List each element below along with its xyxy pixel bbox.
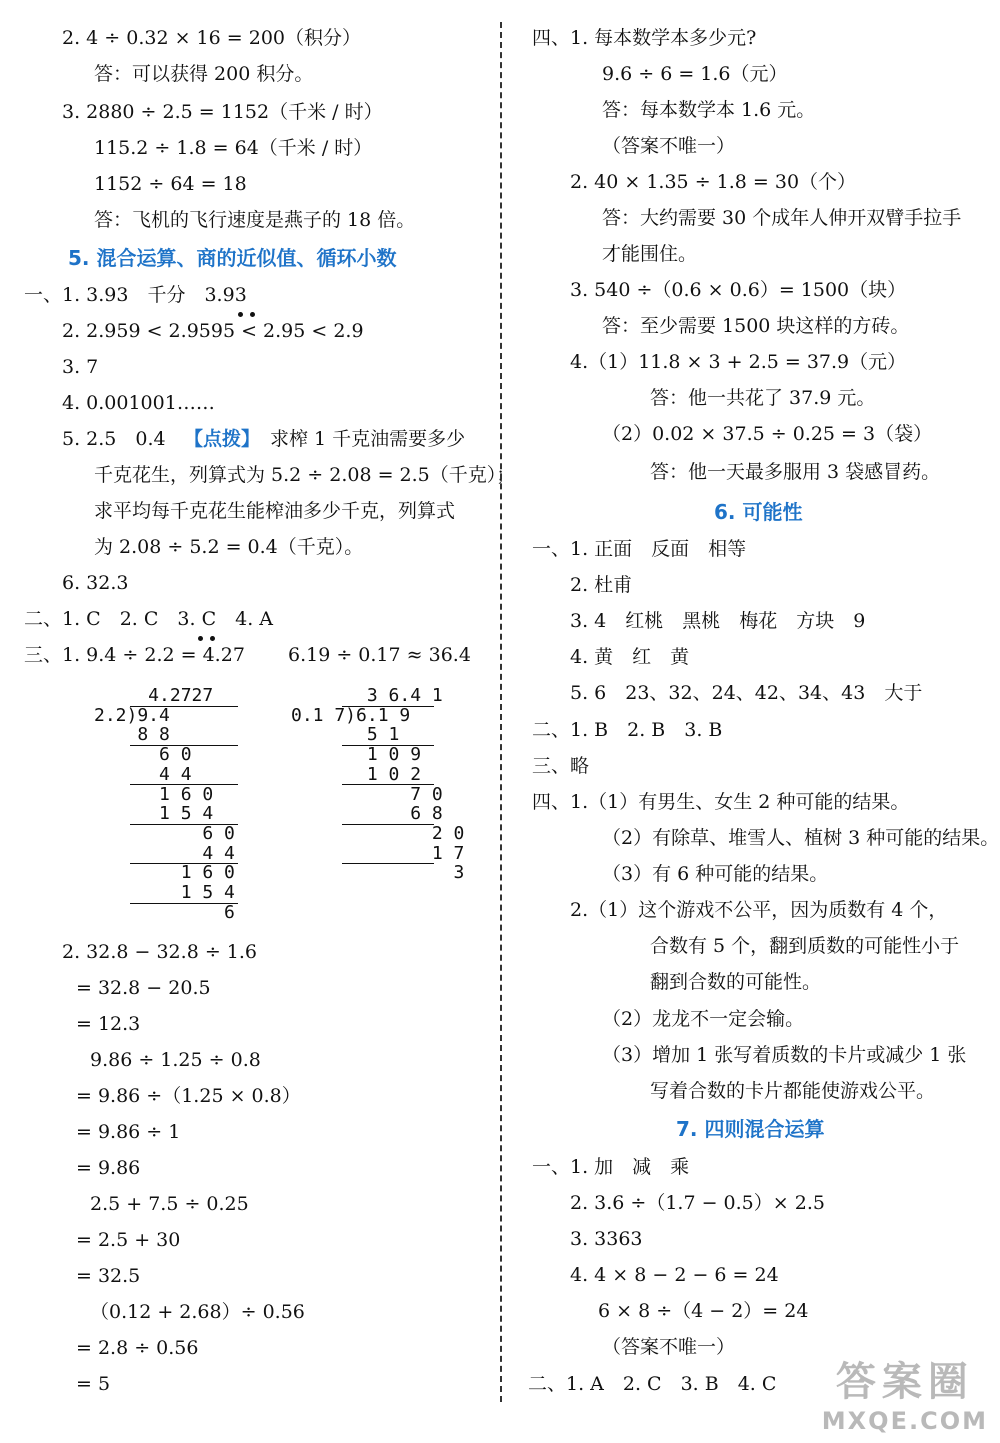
answer-line: 3. 7 <box>62 356 99 378</box>
answer-line: 答：大约需要 30 个成年人伸开双臂手拉手 <box>602 207 962 229</box>
watermark-url: MXQE.COM <box>821 1407 988 1435</box>
section-heading: 7. 四则混合运算 <box>676 1117 825 1141</box>
repeating-dot <box>198 636 203 641</box>
repeating-dot <box>250 312 255 317</box>
division-rule <box>130 824 238 825</box>
answer-line: （3）增加 1 张写着质数的卡片或减少 1 张 <box>602 1044 967 1066</box>
answer-line: 6. 32.3 <box>62 572 129 594</box>
answer-line: 一、1. 加 减 乘 <box>532 1156 690 1178</box>
division-rule <box>130 784 238 785</box>
answer-line: = 9.86 ÷（1.25 × 0.8） <box>76 1085 301 1107</box>
answer-line: = 5 <box>76 1373 111 1395</box>
answer-line: 5. 6 23、32、24、42、34、43 大于 <box>570 682 923 704</box>
answer-line: 3. 2880 ÷ 2.5 = 1152（千米 / 时） <box>62 101 383 123</box>
long-division-1: 4.2727 2.2)9.4 8 8 6 0 4 4 1 6 0 1 5 4 6 0 4 4 1 6 0 1 5 4 6 <box>94 685 235 923</box>
answer-line: 115.2 ÷ 1.8 = 64（千米 / 时） <box>94 137 373 159</box>
answer-line: 9.86 ÷ 1.25 ÷ 0.8 <box>90 1049 261 1071</box>
answer-line: 2.（1）这个游戏不公平，因为质数有 4 个， <box>570 899 948 921</box>
watermark-text: 答案圈 <box>835 1359 974 1405</box>
answer-line: 2. 32.8 − 32.8 ÷ 1.6 <box>62 941 257 963</box>
answer-line: 千克花生，列算式为 5.2 ÷ 2.08 = 2.5（千克）； <box>94 464 516 486</box>
division-bar <box>342 706 434 707</box>
division-rule <box>342 745 434 746</box>
answer-line: 一、1. 3.93 千分 3.93 <box>24 284 247 306</box>
answer-line: （2）0.02 × 37.5 ÷ 0.25 = 3（袋） <box>602 423 933 445</box>
answer-line: 6.19 ÷ 0.17 ≈ 36.4 <box>288 644 471 666</box>
answer-line: 2. 2.959 < 2.9595 < 2.95 < 2.9 <box>62 320 364 342</box>
division-rule <box>130 903 238 904</box>
repeating-dot <box>210 636 215 641</box>
answer-line: （答案不唯一） <box>602 1336 736 1358</box>
answer-line: 翻到合数的可能性。 <box>650 971 822 993</box>
answer-line: 二、1. C 2. C 3. C 4. A <box>24 608 274 630</box>
answer-line: 2. 4 ÷ 0.32 × 16 = 200（积分） <box>62 27 361 49</box>
answer-line: = 32.5 <box>76 1265 141 1287</box>
answer-line: 4. 0.001001…… <box>62 392 215 414</box>
answer-line: = 9.86 ÷ 1 <box>76 1121 181 1143</box>
answer-line: 1152 ÷ 64 = 18 <box>94 173 247 195</box>
section-heading: 5. 混合运算、商的近似值、循环小数 <box>68 246 397 270</box>
answer-line: 合数有 5 个，翻到质数的可能性小于 <box>650 935 960 957</box>
column-divider <box>500 22 502 1402</box>
answer-line: （0.12 + 2.68）÷ 0.56 <box>90 1301 305 1323</box>
answer-line: 3. 540 ÷（0.6 × 0.6）= 1500（块） <box>570 279 907 301</box>
division-bar <box>130 706 238 707</box>
answer-line: 三、略 <box>532 755 590 777</box>
answer-line: 答：可以获得 200 积分。 <box>94 63 314 85</box>
answer-line: 二、1. B 2. B 3. B <box>532 719 723 741</box>
answer-line: 2.5 + 7.5 ÷ 0.25 <box>90 1193 249 1215</box>
answer-line: = 9.86 <box>76 1157 141 1179</box>
answer-line: （答案不唯一） <box>602 135 736 157</box>
answer-line: 2. 3.6 ÷（1.7 − 0.5）× 2.5 <box>570 1192 825 1214</box>
answer-line: 答：至少需要 1500 块这样的方砖。 <box>602 315 910 337</box>
answer-line: = 12.3 <box>76 1013 141 1035</box>
answer-line: 4. 4 × 8 − 2 − 6 = 24 <box>570 1264 779 1286</box>
answer-line: 4. 黄 红 黄 <box>570 646 690 668</box>
answer-line: 为 2.08 ÷ 5.2 = 0.4（千克）。 <box>94 536 364 558</box>
division-rule <box>130 745 238 746</box>
answer-line: 四、1. 每本数学本多少元? <box>532 27 757 49</box>
answer-line: 3. 3363 <box>570 1228 643 1250</box>
answer-line: 5. 2.5 0.4 <box>62 428 166 450</box>
section-heading: 6. 可能性 <box>714 500 803 524</box>
answer-line: 一、1. 正面 反面 相等 <box>532 538 747 560</box>
answer-line: 答：每本数学本 1.6 元。 <box>602 99 816 121</box>
answer-line: 答：他一天最多服用 3 袋感冒药。 <box>650 461 941 483</box>
answer-line: 4.（1）11.8 × 3 + 2.5 = 37.9（元） <box>570 351 907 373</box>
answer-line: 四、1.（1）有男生、女生 2 种可能的结果。 <box>532 791 910 813</box>
division-rule <box>130 863 238 864</box>
answer-line: = 2.8 ÷ 0.56 <box>76 1337 199 1359</box>
division-rule <box>342 863 434 864</box>
answer-line: 才能围住。 <box>602 243 698 265</box>
answer-line: 答：飞机的飞行速度是燕子的 18 倍。 <box>94 209 416 231</box>
division-rule <box>342 824 434 825</box>
answer-line: 9.6 ÷ 6 = 1.6（元） <box>602 63 788 85</box>
answer-line: （3）有 6 种可能的结果。 <box>602 863 829 885</box>
answer-line: = 32.8 − 20.5 <box>76 977 211 999</box>
answer-line: = 2.5 + 30 <box>76 1229 181 1251</box>
answer-line: 3. 4 红桃 黑桃 梅花 方块 9 <box>570 610 866 632</box>
answer-line: （2）有除草、堆雪人、植树 3 种可能的结果。 <box>602 827 1000 849</box>
division-rule <box>342 784 434 785</box>
answer-line: 写着合数的卡片都能使游戏公平。 <box>650 1080 936 1102</box>
answer-line: 2. 40 × 1.35 ÷ 1.8 = 30（个） <box>570 171 857 193</box>
answer-line: 三、1. 9.4 ÷ 2.2 = 4.27 <box>24 644 245 666</box>
answer-line: 求平均每千克花生能榨油多少千克，列算式 <box>94 500 456 522</box>
repeating-dot <box>238 312 243 317</box>
answer-line: （2）龙龙不一定会输。 <box>602 1008 805 1030</box>
long-division-2: 3 6.4 1 0.1 7)6.1 9 5 1 1 0 9 1 0 2 7 0 6 8 2 0 1 7 3 <box>291 685 465 884</box>
watermark-logo <box>822 1350 988 1435</box>
dianbo-label: 【点拨】 <box>184 428 261 450</box>
answer-line: 求榨 1 千克油需要多少 <box>270 428 466 450</box>
answer-line: 6 × 8 ÷（4 − 2）= 24 <box>598 1300 809 1322</box>
answer-line: 答：他一共花了 37.9 元。 <box>650 387 876 409</box>
answer-line: 二、1. A 2. C 3. B 4. C <box>528 1373 777 1395</box>
answer-line: 2. 杜甫 <box>570 574 633 596</box>
